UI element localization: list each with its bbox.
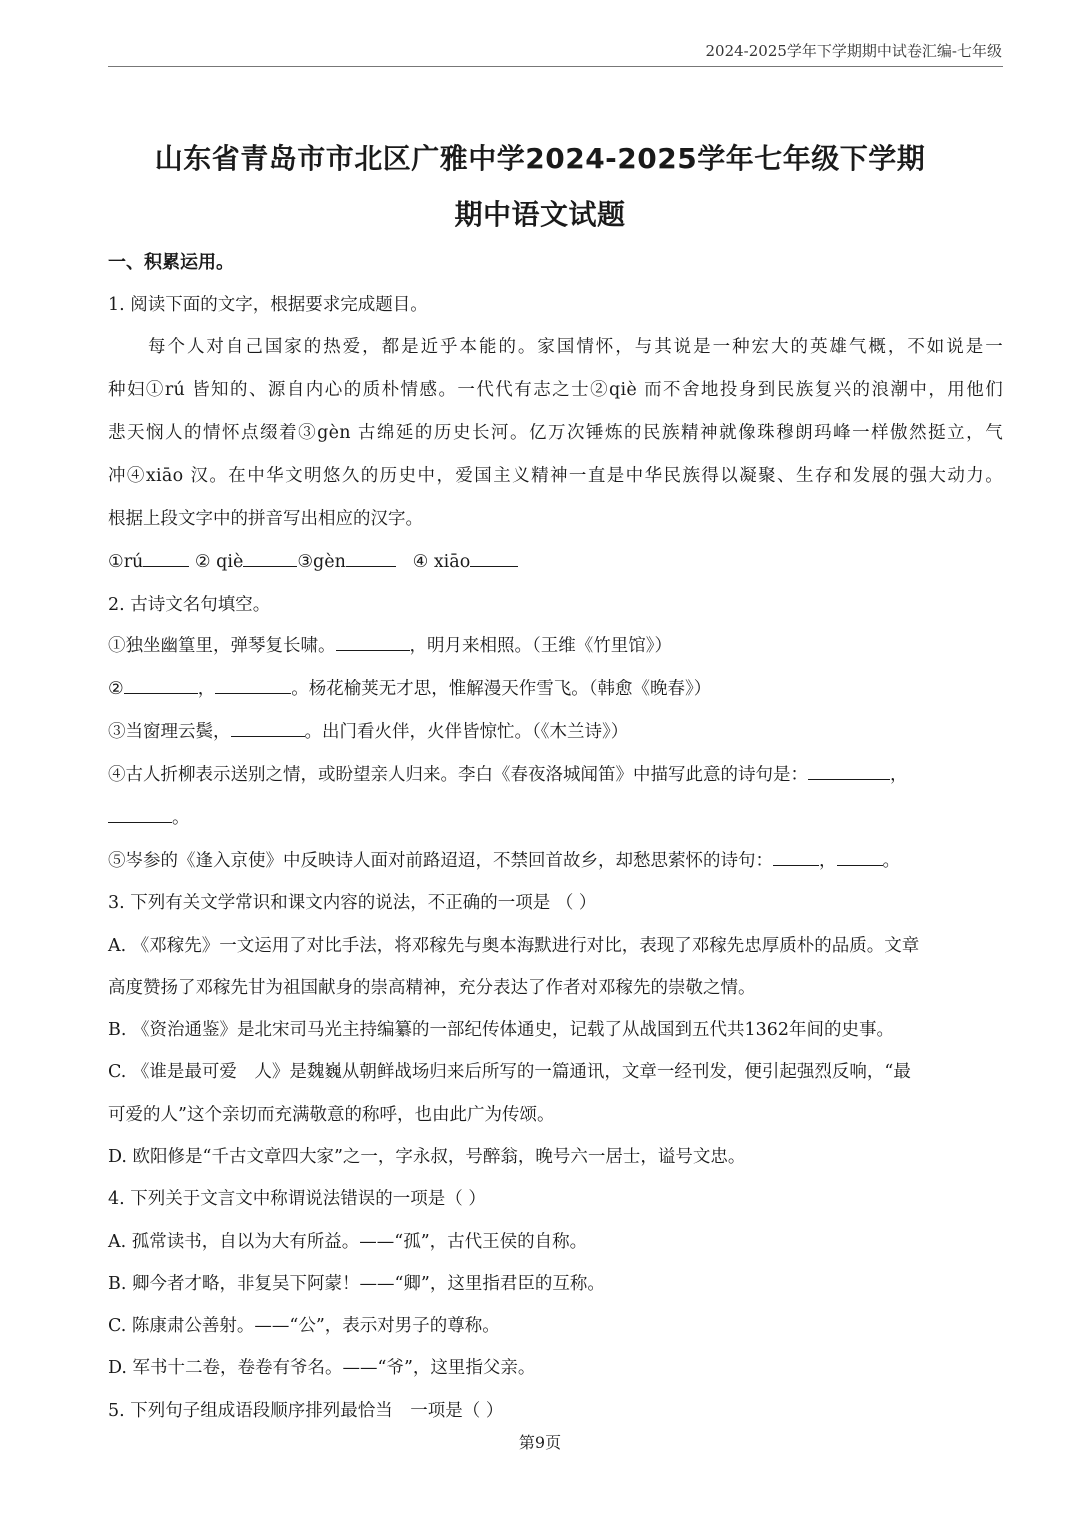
q1-instruction: 根据上段文字中的拼音写出相应的汉字。 <box>108 509 423 529</box>
q3-option-c-continued: 可爱的人”这个亲切而充满敬意的称呼，也由此广为传颂。 <box>108 1105 555 1125</box>
q3-option-a: A. 《邓稼先》一文运用了对比手法，将邓稼先与奥本海默进行对比，表现了邓稼先忠厚质朴的品质。文章 <box>108 936 920 956</box>
answer-blank[interactable] <box>346 548 396 567</box>
answer-blank[interactable] <box>124 675 198 694</box>
q2-item-text: 。 <box>882 851 900 871</box>
q1-passage-line: 种妇①rú 皆知的、源自内心的质朴情感。一代代有志之士②qiè 而不舍地投身到民族复兴的浪潮中，用他们 <box>108 380 1003 400</box>
q4-option-c: C. 陈康肃公善射。——“公”，表示对男子的尊称。 <box>108 1316 500 1336</box>
q2-item-text: ④古人折柳表示送别之情，或盼望亲人归来。李白《春夜洛城闻笛》中描写此意的诗句是： <box>108 765 808 785</box>
q2-item-text: ， <box>890 765 908 785</box>
answer-blank[interactable] <box>215 675 291 694</box>
page-number: 第9页 <box>518 1433 562 1452</box>
q4-option-d: D. 军书十二卷，卷卷有爷名。——“爷”，这里指父亲。 <box>108 1358 536 1378</box>
q1-passage-line: 冲④xiāo 汉。在中华文明悠久的历史中，爱国主义精神一直是中华民族得以凝聚、生存和发展的强大动力。 <box>108 466 1003 486</box>
q3-stem: 3. 下列有关文学常识和课文内容的说法，不正确的一项是 （ ） <box>108 893 597 913</box>
q1-blank-label: ② qiè <box>194 552 244 572</box>
q2-item-text: ，明月来相照。（王维《竹里馆》） <box>409 636 672 656</box>
q2-item <box>108 761 1003 786</box>
q1-passage-line: 悲天悯人的情怀点缀着③gèn 古绵延的历史长河。亿万次锤炼的民族精神就像珠穆朗玛峰一样傲然挺立，气 <box>108 423 1003 443</box>
q2-item-text: ② <box>108 679 124 699</box>
q2-item-text: ③当窗理云鬓， <box>108 722 231 742</box>
q3-option-b: B. 《资治通鉴》是北宋司马光主持编纂的一部纪传体通史，记载了从战国到五代共1362年间的史事。 <box>108 1020 895 1040</box>
q3-option-a-continued: 高度赞扬了邓稼先甘为祖国献身的崇高精神，充分表达了作者对邓稼先的崇敬之情。 <box>108 978 756 998</box>
answer-blank[interactable] <box>470 548 518 567</box>
q2-item <box>108 718 1003 743</box>
answer-blank[interactable] <box>108 804 172 823</box>
q4-stem: 4. 下列关于文言文中称谓说法错误的一项是（ ） <box>108 1189 486 1209</box>
q4-option-b: B. 卿今者才略，非复吴下阿蒙！——“卿”，这里指君臣的互称。 <box>108 1274 605 1294</box>
answer-blank[interactable] <box>837 847 883 866</box>
page-subtitle: 期中语文试题 <box>454 198 626 231</box>
q2-item-text: ， <box>197 679 216 699</box>
q2-item <box>108 847 1003 872</box>
answer-blank[interactable] <box>143 548 189 567</box>
q2-item-text: 。出门看火伴，火伴皆惊忙。（《木兰诗》） <box>304 722 629 742</box>
q3-option-c: C. 《谁是最可爱 人》是魏巍从朝鲜战场归来后所写的一篇通讯，文章一经刊发，便引起强烈反响，“最 <box>108 1062 911 1082</box>
q2-item-text: ⑤岑参的《逢入京使》中反映诗人面对前路迢迢，不禁回首故乡，却愁思萦怀的诗句： <box>108 851 773 871</box>
answer-blank[interactable] <box>231 718 305 737</box>
q2-item <box>108 675 1003 700</box>
section-heading: 一、积累运用。 <box>108 252 234 273</box>
q2-stem: 2. 古诗文名句填空。 <box>108 595 271 615</box>
q4-option-a: A. 孤常读书，自以为大有所益。——“孤”，古代王侯的自称。 <box>108 1232 588 1252</box>
q5-stem: 5. 下列句子组成语段顺序排列最恰当 一项是（ ） <box>108 1401 504 1421</box>
q2-item-text: ， <box>819 851 837 871</box>
q2-item <box>108 632 1003 657</box>
q2-item-text: ①独坐幽篁里，弹琴复长啸。 <box>108 636 336 656</box>
q1-stem: 1. 阅读下面的文字，根据要求完成题目。 <box>108 295 428 315</box>
answer-blank[interactable] <box>336 632 410 651</box>
q1-passage-line: 每个人对自己国家的热爱，都是近乎本能的。家国情怀，与其说是一种宏大的英雄气概，不如说是一 <box>148 337 1003 357</box>
q2-item-text: 。杨花榆荚无才思，惟解漫天作雪飞。（韩愈《晚春》） <box>291 679 712 699</box>
q3-option-d: D. 欧阳修是“千古文章四大家”之一，字永叔，号醉翁，晚号六一居士，谥号文忠。 <box>108 1147 746 1167</box>
answer-blank[interactable] <box>243 548 297 567</box>
q1-blank-label: ③gèn <box>297 552 346 572</box>
q1-blank-label: ④ xiāo <box>412 552 471 572</box>
answer-blank[interactable] <box>808 761 890 780</box>
page-title: 山东省青岛市市北区广雅中学2024-2025学年七年级下学期 <box>154 142 926 175</box>
q2-item-continued <box>108 804 1003 829</box>
running-header: 2024-2025学年下学期期中试卷汇编-七年级 <box>705 42 1002 60</box>
q2-item-text: 。 <box>172 808 190 828</box>
answer-blank[interactable] <box>773 847 819 866</box>
q1-answer-blanks <box>108 548 1003 572</box>
q1-blank-label: ①rú <box>108 552 144 572</box>
header-divider <box>108 66 1003 67</box>
